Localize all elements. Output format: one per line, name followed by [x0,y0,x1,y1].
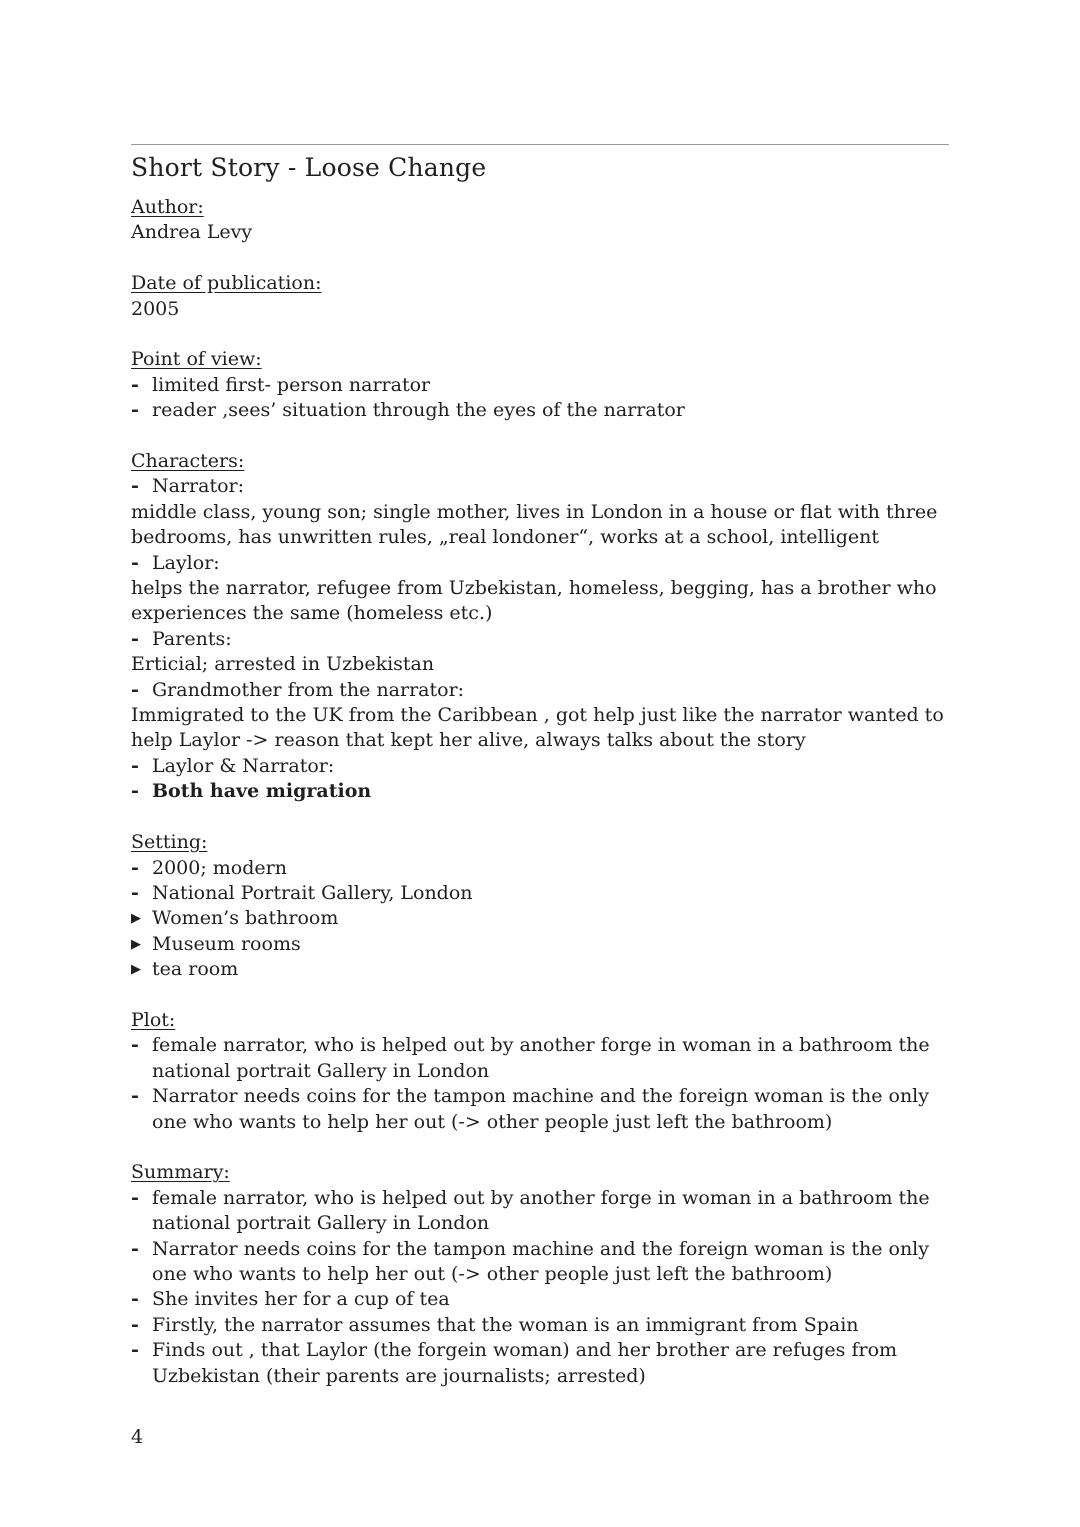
author-heading: Author: [131,196,204,218]
dash-bullet [131,754,145,779]
dash-bullet [131,398,145,423]
dash-bullet [131,373,145,398]
dash-bullet [131,856,145,881]
character-label: - Laylor: [131,551,949,576]
character-both [131,754,949,805]
section-setting [131,830,949,982]
dash-bullet [131,1237,145,1262]
list-item: - She invites her for a cup of tea [131,1287,949,1312]
pov-heading: Point of view: [131,348,262,371]
summary-heading: Summary: [131,1161,230,1184]
section-author [131,195,949,246]
triangle-bullet-icon: ▶ [131,962,141,978]
triangle-bullet-icon: ▶ [131,936,141,952]
character-bold-note: - Both have migration [131,779,949,804]
section-publication [131,271,949,322]
setting-heading: Setting: [131,831,208,854]
character-parents [131,627,949,652]
author-value: Andrea Levy [131,221,253,244]
list-item: - female narrator, who is helped out by another forge in woman in a bathroom the national portrait Gallery in London [131,1033,949,1084]
dash-bullet [131,627,145,652]
dash-bullet [131,678,145,703]
list-item: ▶ Women’s bathroom [131,906,949,931]
character-laylor [131,551,949,576]
header-rule [131,144,949,145]
dash-bullet [131,779,145,804]
pov-list [131,373,949,424]
list-item: - National Portrait Gallery, London [131,881,949,906]
section-plot [131,1008,949,1135]
character-label: - Laylor & Narrator: [131,754,949,779]
character-label: - Narrator: [131,474,949,499]
section-characters [131,449,949,805]
list-item: ▶ tea room [131,957,949,982]
section-point-of-view [131,347,949,423]
list-item: - reader ‚sees’ situation through the eyes of the narrator [131,398,949,423]
setting-list [131,856,949,983]
dash-bullet [131,1313,145,1338]
document-title: Short Story - Loose Change [131,153,487,182]
dash-bullet [131,881,145,906]
list-item: - Narrator needs coins for the tampon machine and the foreign woman is the only one who wants to help her out (-> other people just left the bathroom) [131,1237,949,1288]
section-summary [131,1160,949,1389]
character-description: Immigrated to the UK from the Caribbean , got help just like the narrator wanted to help Laylor -> reason that kept her alive, always talks about the story [131,704,944,752]
plot-heading: Plot: [131,1008,176,1031]
publication-value: 2005 [131,297,180,320]
characters-heading: Characters: [131,450,245,473]
character-label: - Grandmother from the narrator: [131,678,949,703]
list-item: - female narrator, who is helped out by another forge in woman in a bathroom the national portrait Gallery in London [131,1186,949,1237]
dash-bullet [131,1084,145,1109]
list-item: - limited first- person narrator [131,373,949,398]
list-item: - 2000; modern [131,856,949,881]
character-grandmother [131,678,949,703]
page-number: 4 [131,1426,144,1448]
character-narrator [131,474,949,499]
dash-bullet [131,1033,145,1058]
character-description: Erticial; arrested in Uzbekistan [131,653,435,676]
dash-bullet [131,1338,145,1363]
list-item: - Firstly, the narrator assumes that the woman is an immigrant from Spain [131,1313,949,1338]
dash-bullet [131,474,145,499]
document-page [131,152,949,1414]
plot-list [131,1033,949,1135]
list-item: - Narrator needs coins for the tampon machine and the foreign woman is the only one who wants to help her out (-> other people just left the bathroom) [131,1084,949,1135]
dash-bullet [131,551,145,576]
character-label: - Parents: [131,627,949,652]
triangle-bullet-icon: ▶ [131,911,141,927]
list-item: ▶ Museum rooms [131,932,949,957]
publication-heading: Date of publication: [131,272,322,295]
character-description: middle class, young son; single mother, lives in London in a house or flat with three bedrooms, has unwritten rules, „real londoner“, works at a school, intelligent [131,500,938,549]
list-item: - Finds out , that Laylor (the forgein woman) and her brother are refuges from Uzbekistan (their parents are journalists; arrested) [131,1338,949,1389]
character-description: helps the narrator, refugee from Uzbekistan, homeless, begging, has a brother who experiences the same (homeless etc.) [131,577,937,625]
dash-bullet [131,1186,145,1211]
summary-list [131,1186,949,1389]
dash-bullet [131,1287,145,1312]
